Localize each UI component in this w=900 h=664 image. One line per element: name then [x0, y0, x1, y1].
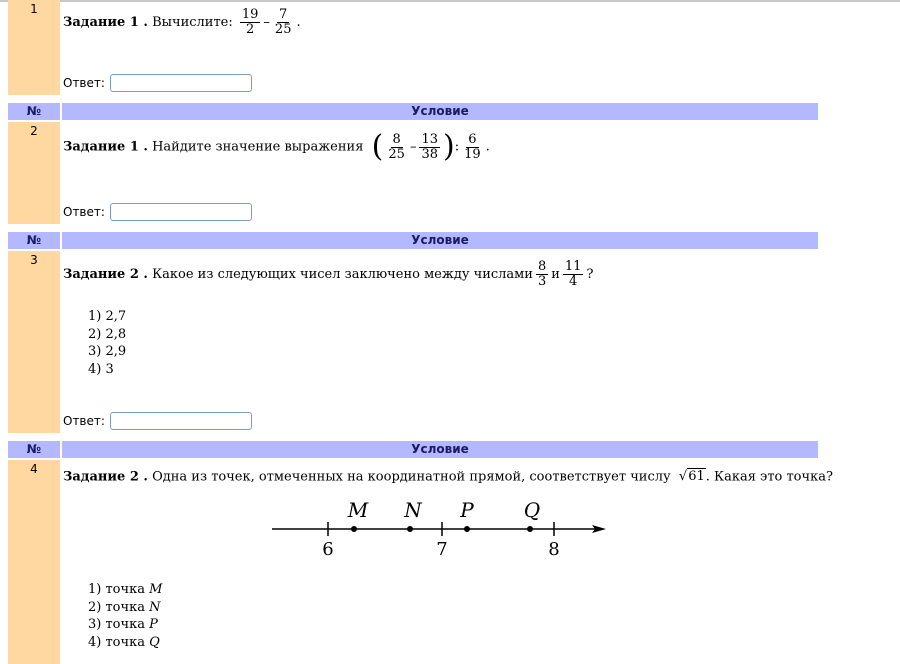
task-2-statement: Задание 1 . Найдите значение выражения ( $\frac{8}{25}$ – $\frac{13}{38}$ ): $\frac{6}{19}$ .: [63, 129, 490, 164]
point-label-P: P: [460, 498, 474, 522]
task-number-cell: [8, 251, 60, 433]
task-title: Задание 2 .: [63, 267, 148, 282]
task-1-statement: Задание 1 . Вычислите: $\frac{19}{2}$ – $\frac{7}{25}$ .: [63, 7, 301, 37]
header-num: №: [8, 232, 60, 249]
answer-label: Ответ:: [63, 205, 105, 219]
tick-label-6: 6: [322, 539, 334, 560]
option-item: 3) точка P: [88, 617, 158, 632]
point-label-M: M: [347, 498, 369, 522]
task-number-cell: [8, 122, 60, 224]
fraction: $\frac{11}{4}$: [564, 259, 582, 289]
point-label-Q: Q: [523, 498, 541, 522]
answer-input[interactable]: [110, 412, 252, 430]
option-item: 4) 3: [88, 361, 114, 377]
fraction: $\frac{8}{3}$: [537, 259, 547, 289]
options-list: [88, 581, 162, 651]
coordinate-line: [270, 495, 610, 560]
minus-sign: –: [263, 15, 270, 30]
option-item: 1) точка M: [88, 582, 163, 597]
fraction: $\frac{6}{19}$: [464, 131, 481, 162]
header-condition: Условие: [62, 441, 818, 458]
task-3-statement: Задание 2 . Какое из следующих чисел заключено между числами $\frac{8}{3}$ и $\frac{11}{4}$ ?: [63, 259, 594, 289]
divide-sign: :: [454, 139, 460, 155]
point-M: [351, 526, 357, 532]
options-list: [88, 308, 126, 378]
header-num: №: [8, 103, 60, 120]
option-item: 3) 2,9: [88, 344, 127, 359]
option-item: 4) точка Q: [88, 634, 160, 650]
task-title: Задание 1 .: [63, 139, 148, 155]
task-text: Найдите значение выражения: [152, 139, 364, 155]
left-paren: (: [371, 129, 384, 164]
minus-sign: –: [409, 139, 417, 155]
fraction: $\frac{13}{38}$: [421, 131, 438, 162]
answer-label: Ответ:: [63, 414, 105, 428]
square-root: √61: [678, 469, 705, 484]
option-item: 1) 2,7: [88, 309, 127, 324]
header-condition: Условие: [62, 232, 818, 249]
point-label-N: N: [404, 498, 422, 522]
task-text: Какое из следующих чисел заключено между числами: [152, 267, 533, 282]
right-paren: ): [442, 129, 455, 164]
answer-label: Ответ:: [63, 76, 105, 90]
task-title: Задание 1 .: [63, 15, 148, 30]
task-number-cell: [8, 460, 60, 664]
answer-row: [63, 203, 252, 221]
answer-input[interactable]: [110, 74, 252, 92]
task-title: Задание 2 .: [63, 469, 148, 485]
point-P: [464, 526, 470, 532]
task-number: 2: [30, 124, 38, 138]
task-number-cell: [8, 0, 60, 95]
task-text: Вычислите:: [152, 15, 233, 30]
tick-label-7: 7: [436, 539, 448, 560]
option-item: 2) 2,8: [88, 326, 127, 342]
top-border: [0, 0, 900, 2]
task-4-statement: Задание 2 . Одна из точек, отмеченных на координатной прямой, соответствует числу √61. Какая это точка?: [63, 469, 833, 485]
answer-row: [63, 74, 252, 92]
tick-label-8: 8: [548, 539, 560, 560]
task-text: Одна из точек, отмеченных на координатной прямой, соответствует числу: [152, 469, 671, 485]
option-item: 2) точка N: [88, 599, 161, 615]
fraction: $\frac{19}{2}$: [241, 7, 259, 37]
header-condition: Условие: [62, 103, 818, 120]
fraction: $\frac{8}{25}$: [388, 131, 405, 162]
header-num: №: [8, 441, 60, 458]
answer-row: [63, 412, 252, 430]
answer-input[interactable]: [110, 203, 252, 221]
task-number: 4: [30, 462, 38, 476]
task-number: 1: [30, 2, 38, 16]
task-number: 3: [30, 253, 38, 267]
fraction: $\frac{7}{25}$: [274, 7, 292, 37]
point-N: [407, 526, 413, 532]
point-Q: [527, 526, 533, 532]
